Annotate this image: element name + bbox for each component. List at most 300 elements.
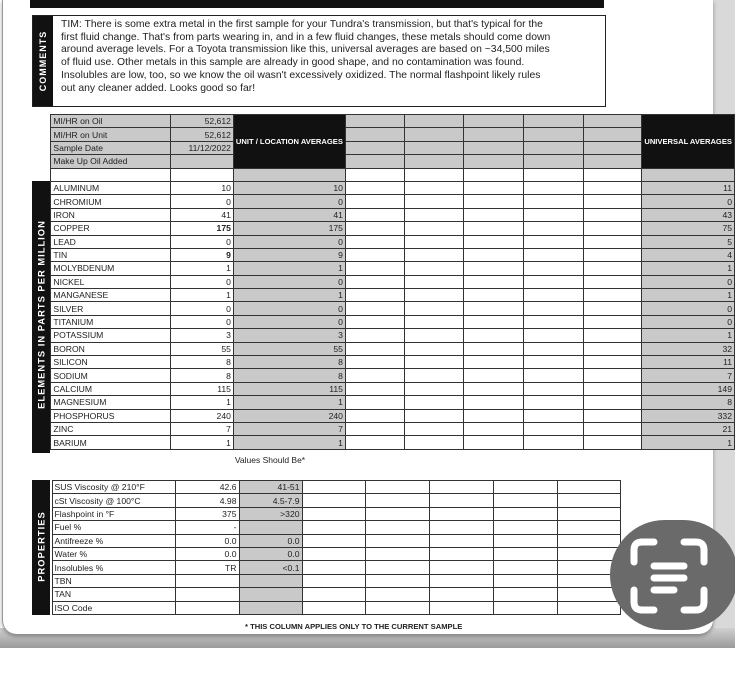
- empty-cell: [429, 588, 493, 601]
- empty-cell: [523, 208, 583, 221]
- property-should-be: [239, 574, 302, 587]
- empty-cell: [523, 342, 583, 355]
- empty-cell: [557, 534, 620, 547]
- empty-cell: [583, 208, 642, 221]
- empty-cell: [583, 141, 642, 154]
- property-name: Fuel %: [52, 521, 175, 534]
- empty-cell: [404, 342, 464, 355]
- empty-cell: [583, 315, 642, 328]
- property-value: [175, 588, 239, 601]
- element-name: NICKEL: [51, 275, 171, 288]
- empty-cell: [345, 342, 404, 355]
- empty-cell: [404, 195, 464, 208]
- empty-cell: [464, 115, 524, 128]
- element-value: 3: [171, 329, 234, 342]
- element-universal-average: 43: [642, 208, 735, 221]
- empty-cell: [464, 235, 524, 248]
- element-location-average: 175: [233, 222, 345, 235]
- empty-cell: [302, 588, 365, 601]
- empty-cell: [493, 574, 557, 587]
- element-row: [32, 436, 735, 449]
- element-location-average: 41: [233, 208, 345, 221]
- spacer-cell: [345, 168, 404, 181]
- property-name: TAN: [52, 588, 175, 601]
- empty-cell: [345, 356, 404, 369]
- element-value: 55: [171, 342, 234, 355]
- property-name: Flashpoint in °F: [52, 507, 175, 520]
- element-location-average: 1: [233, 289, 345, 302]
- empty-cell: [523, 369, 583, 382]
- empty-cell: [302, 507, 365, 520]
- element-value: 0: [171, 195, 234, 208]
- spacer-cell: [404, 168, 464, 181]
- empty-cell: [345, 141, 404, 154]
- property-value: 0.0: [175, 547, 239, 560]
- empty-cell: [365, 588, 429, 601]
- header-side-cell: [32, 128, 51, 141]
- empty-cell: [345, 222, 404, 235]
- empty-cell: [302, 561, 365, 574]
- element-name: MAGNESIUM: [51, 396, 171, 409]
- empty-cell: [404, 382, 464, 395]
- element-name: ALUMINUM: [51, 181, 171, 194]
- element-row: [32, 302, 735, 315]
- empty-cell: [583, 262, 642, 275]
- property-name: ISO Code: [52, 601, 175, 614]
- element-value: 1: [171, 436, 234, 449]
- empty-cell: [345, 262, 404, 275]
- properties-label: PROPERTIES: [35, 511, 47, 582]
- empty-cell: [464, 422, 524, 435]
- spacer-cell: [32, 168, 51, 181]
- empty-cell: [404, 356, 464, 369]
- empty-cell: [345, 315, 404, 328]
- property-name: Insolubles %: [52, 561, 175, 574]
- header-side-cell: [32, 141, 51, 154]
- empty-cell: [464, 356, 524, 369]
- empty-cell: [557, 521, 620, 534]
- empty-cell: [345, 181, 404, 194]
- empty-cell: [464, 302, 524, 315]
- element-universal-average: 11: [642, 181, 735, 194]
- element-location-average: 1: [233, 262, 345, 275]
- empty-cell: [345, 396, 404, 409]
- element-location-average: 8: [233, 356, 345, 369]
- element-value: 0: [171, 235, 234, 248]
- element-value: 9: [171, 248, 234, 261]
- element-universal-average: 0: [642, 275, 735, 288]
- element-row: [32, 248, 735, 261]
- empty-cell: [365, 494, 429, 507]
- property-should-be: 0.0: [239, 534, 302, 547]
- empty-cell: [404, 275, 464, 288]
- empty-cell: [464, 155, 524, 168]
- element-value: 8: [171, 369, 234, 382]
- element-universal-average: 1: [642, 436, 735, 449]
- empty-cell: [429, 521, 493, 534]
- empty-cell: [429, 601, 493, 614]
- empty-cell: [365, 481, 429, 494]
- spacer-cell: [523, 168, 583, 181]
- empty-cell: [302, 574, 365, 587]
- element-location-average: 9: [233, 248, 345, 261]
- comments-box: [32, 15, 606, 107]
- empty-cell: [404, 248, 464, 261]
- empty-cell: [345, 195, 404, 208]
- property-row: [32, 481, 620, 494]
- empty-cell: [583, 329, 642, 342]
- empty-cell: [523, 329, 583, 342]
- element-location-average: 3: [233, 329, 345, 342]
- empty-cell: [365, 507, 429, 520]
- header-row: [32, 155, 735, 168]
- empty-cell: [464, 289, 524, 302]
- element-name: PHOSPHORUS: [51, 409, 171, 422]
- element-name: MOLYBDENUM: [51, 262, 171, 275]
- empty-cell: [523, 409, 583, 422]
- empty-cell: [404, 422, 464, 435]
- element-name: POTASSIUM: [51, 329, 171, 342]
- property-should-be: 0.0: [239, 547, 302, 560]
- empty-cell: [302, 481, 365, 494]
- empty-cell: [583, 422, 642, 435]
- comment-line: out any cleaner added. Looks good so far!: [61, 82, 256, 94]
- properties-side-bar: [32, 480, 50, 615]
- empty-cell: [404, 141, 464, 154]
- empty-cell: [302, 601, 365, 614]
- property-value: -: [175, 521, 239, 534]
- analysis-table: [32, 114, 735, 450]
- element-name: SODIUM: [51, 369, 171, 382]
- empty-cell: [583, 436, 642, 449]
- element-name: BARIUM: [51, 436, 171, 449]
- empty-cell: [404, 436, 464, 449]
- header-label: Sample Date: [51, 141, 171, 154]
- empty-cell: [404, 155, 464, 168]
- comment-line: around average levels. For a Toyota transmission like this, universal averages are based on ~34,500 miles: [61, 44, 550, 56]
- empty-cell: [523, 436, 583, 449]
- property-value: 375: [175, 507, 239, 520]
- empty-cell: [583, 222, 642, 235]
- property-name: Water %: [52, 547, 175, 560]
- empty-cell: [404, 302, 464, 315]
- empty-cell: [365, 561, 429, 574]
- property-should-be: <0.1: [239, 561, 302, 574]
- empty-cell: [345, 369, 404, 382]
- empty-cell: [557, 481, 620, 494]
- empty-cell: [523, 289, 583, 302]
- empty-cell: [523, 222, 583, 235]
- empty-cell: [464, 315, 524, 328]
- element-name: BORON: [51, 342, 171, 355]
- element-row: [32, 289, 735, 302]
- empty-cell: [523, 302, 583, 315]
- element-row: [32, 329, 735, 342]
- empty-cell: [557, 494, 620, 507]
- empty-cell: [523, 235, 583, 248]
- empty-cell: [464, 396, 524, 409]
- empty-cell: [523, 382, 583, 395]
- empty-cell: [464, 436, 524, 449]
- empty-cell: [464, 248, 524, 261]
- empty-cell: [404, 329, 464, 342]
- universal-averages-header: UNIVERSAL AVERAGES: [642, 115, 735, 169]
- property-row: [32, 588, 620, 601]
- comments-side-bar: [33, 16, 53, 106]
- property-row: [32, 547, 620, 560]
- values-should-be-note: Values Should Be*: [234, 455, 306, 465]
- element-name: TITANIUM: [51, 315, 171, 328]
- element-universal-average: 4: [642, 248, 735, 261]
- elements-label: ELEMENTS IN PARTS PER MILLION: [35, 220, 47, 409]
- empty-cell: [523, 248, 583, 261]
- empty-cell: [523, 128, 583, 141]
- empty-cell: [365, 574, 429, 587]
- element-row: [32, 356, 735, 369]
- empty-cell: [464, 262, 524, 275]
- empty-cell: [429, 507, 493, 520]
- element-row: [32, 195, 735, 208]
- element-universal-average: 11: [642, 356, 735, 369]
- element-location-average: 0: [233, 315, 345, 328]
- empty-cell: [345, 289, 404, 302]
- empty-cell: [429, 547, 493, 560]
- empty-cell: [429, 574, 493, 587]
- element-universal-average: 1: [642, 289, 735, 302]
- empty-cell: [404, 369, 464, 382]
- element-location-average: 0: [233, 195, 345, 208]
- empty-cell: [493, 494, 557, 507]
- empty-cell: [404, 222, 464, 235]
- empty-cell: [345, 409, 404, 422]
- empty-cell: [557, 507, 620, 520]
- empty-cell: [583, 342, 642, 355]
- spacer-cell: [233, 168, 345, 181]
- empty-cell: [523, 422, 583, 435]
- empty-cell: [464, 329, 524, 342]
- property-value: TR: [175, 561, 239, 574]
- empty-cell: [523, 262, 583, 275]
- empty-cell: [302, 534, 365, 547]
- property-should-be: [239, 588, 302, 601]
- empty-cell: [464, 369, 524, 382]
- element-value: 0: [171, 275, 234, 288]
- property-should-be: 4.5-7.9: [239, 494, 302, 507]
- element-universal-average: 75: [642, 222, 735, 235]
- element-universal-average: 0: [642, 315, 735, 328]
- element-name: COPPER: [51, 222, 171, 235]
- header-side-cell: [32, 115, 51, 128]
- empty-cell: [429, 534, 493, 547]
- empty-cell: [404, 181, 464, 194]
- empty-cell: [345, 235, 404, 248]
- empty-cell: [583, 155, 642, 168]
- empty-cell: [345, 208, 404, 221]
- empty-cell: [464, 195, 524, 208]
- empty-cell: [464, 382, 524, 395]
- empty-cell: [464, 409, 524, 422]
- element-value: 0: [171, 315, 234, 328]
- element-name: CHROMIUM: [51, 195, 171, 208]
- spacer-row: [32, 168, 735, 181]
- element-value: 240: [171, 409, 234, 422]
- element-universal-average: 5: [642, 235, 735, 248]
- element-row: [32, 208, 735, 221]
- element-universal-average: 1: [642, 329, 735, 342]
- element-universal-average: 32: [642, 342, 735, 355]
- empty-cell: [404, 235, 464, 248]
- property-row: [32, 574, 620, 587]
- property-should-be: 41-51: [239, 481, 302, 494]
- element-row: [32, 396, 735, 409]
- header-row: [32, 115, 735, 128]
- spacer-cell: [171, 168, 234, 181]
- property-value: [175, 601, 239, 614]
- header-side-cell: [32, 155, 51, 168]
- empty-cell: [493, 507, 557, 520]
- empty-cell: [523, 141, 583, 154]
- property-name: Antifreeze %: [52, 534, 175, 547]
- empty-cell: [583, 195, 642, 208]
- element-universal-average: 21: [642, 422, 735, 435]
- element-universal-average: 7: [642, 369, 735, 382]
- element-location-average: 240: [233, 409, 345, 422]
- element-value: 175: [171, 222, 234, 235]
- property-name: TBN: [52, 574, 175, 587]
- empty-cell: [583, 235, 642, 248]
- header-row: [32, 128, 735, 141]
- text-scan-button[interactable]: [610, 520, 735, 630]
- element-row: [32, 235, 735, 248]
- header-value: 52,612: [171, 128, 234, 141]
- empty-cell: [583, 248, 642, 261]
- empty-cell: [523, 356, 583, 369]
- empty-cell: [464, 208, 524, 221]
- element-row: [32, 222, 735, 235]
- element-name: TIN: [51, 248, 171, 261]
- empty-cell: [464, 342, 524, 355]
- element-value: 7: [171, 422, 234, 435]
- empty-cell: [404, 396, 464, 409]
- empty-cell: [345, 115, 404, 128]
- element-row: [32, 315, 735, 328]
- empty-cell: [493, 561, 557, 574]
- element-row: [32, 262, 735, 275]
- element-value: 41: [171, 208, 234, 221]
- element-name: ZINC: [51, 422, 171, 435]
- spacer-cell: [642, 168, 735, 181]
- element-location-average: 1: [233, 396, 345, 409]
- empty-cell: [583, 409, 642, 422]
- properties-table: [32, 480, 621, 615]
- property-should-be: >320: [239, 507, 302, 520]
- element-row: [32, 342, 735, 355]
- empty-cell: [583, 181, 642, 194]
- property-value: 42.6: [175, 481, 239, 494]
- empty-cell: [345, 302, 404, 315]
- empty-cell: [493, 547, 557, 560]
- element-value: 8: [171, 356, 234, 369]
- empty-cell: [345, 329, 404, 342]
- unit-location-averages-header: UNIT / LOCATION AVERAGES: [233, 115, 345, 169]
- empty-cell: [464, 275, 524, 288]
- empty-cell: [523, 275, 583, 288]
- header-value: 52,612: [171, 115, 234, 128]
- empty-cell: [345, 436, 404, 449]
- empty-cell: [583, 302, 642, 315]
- spacer-cell: [51, 168, 171, 181]
- empty-cell: [404, 208, 464, 221]
- empty-cell: [404, 128, 464, 141]
- property-value: 0.0: [175, 534, 239, 547]
- comments-text: [61, 19, 601, 95]
- empty-cell: [404, 262, 464, 275]
- empty-cell: [493, 534, 557, 547]
- element-universal-average: 8: [642, 396, 735, 409]
- element-row: [32, 382, 735, 395]
- empty-cell: [523, 315, 583, 328]
- element-row: [32, 181, 735, 194]
- properties-sheet: [32, 480, 621, 615]
- empty-cell: [345, 248, 404, 261]
- header-value: 11/12/2022: [171, 141, 234, 154]
- empty-cell: [557, 588, 620, 601]
- element-name: CALCIUM: [51, 382, 171, 395]
- empty-cell: [404, 115, 464, 128]
- empty-cell: [404, 409, 464, 422]
- empty-cell: [365, 534, 429, 547]
- property-value: 4.98: [175, 494, 239, 507]
- header-label: MI/HR on Unit: [51, 128, 171, 141]
- element-row: [32, 275, 735, 288]
- element-value: 10: [171, 181, 234, 194]
- comments-label: COMMENTS: [38, 30, 48, 92]
- empty-cell: [302, 494, 365, 507]
- empty-cell: [345, 275, 404, 288]
- top-header-bar: [30, 0, 604, 8]
- comment-line: of fluid use. Other metals in this sample are already in good shape, and no contamination was found.: [61, 57, 525, 69]
- element-universal-average: 149: [642, 382, 735, 395]
- property-row: [32, 521, 620, 534]
- property-row: [32, 561, 620, 574]
- element-value: 0: [171, 302, 234, 315]
- comment-line: first fluid change. That's from parts wearing in, and in a few fluid changes, these metals should come down: [61, 31, 551, 43]
- element-value: 1: [171, 262, 234, 275]
- empty-cell: [557, 601, 620, 614]
- empty-cell: [493, 601, 557, 614]
- empty-cell: [464, 128, 524, 141]
- property-row: [32, 494, 620, 507]
- empty-cell: [404, 289, 464, 302]
- empty-cell: [523, 115, 583, 128]
- header-label: Make Up Oil Added: [51, 155, 171, 168]
- spacer-cell: [583, 168, 642, 181]
- empty-cell: [523, 181, 583, 194]
- empty-cell: [345, 382, 404, 395]
- header-value: [171, 155, 234, 168]
- element-location-average: 115: [233, 382, 345, 395]
- property-should-be: [239, 521, 302, 534]
- element-row: [32, 369, 735, 382]
- element-name: IRON: [51, 208, 171, 221]
- empty-cell: [464, 141, 524, 154]
- empty-cell: [429, 561, 493, 574]
- empty-cell: [583, 369, 642, 382]
- empty-cell: [557, 547, 620, 560]
- element-value: 115: [171, 382, 234, 395]
- property-row: [32, 534, 620, 547]
- spacer-cell: [464, 168, 524, 181]
